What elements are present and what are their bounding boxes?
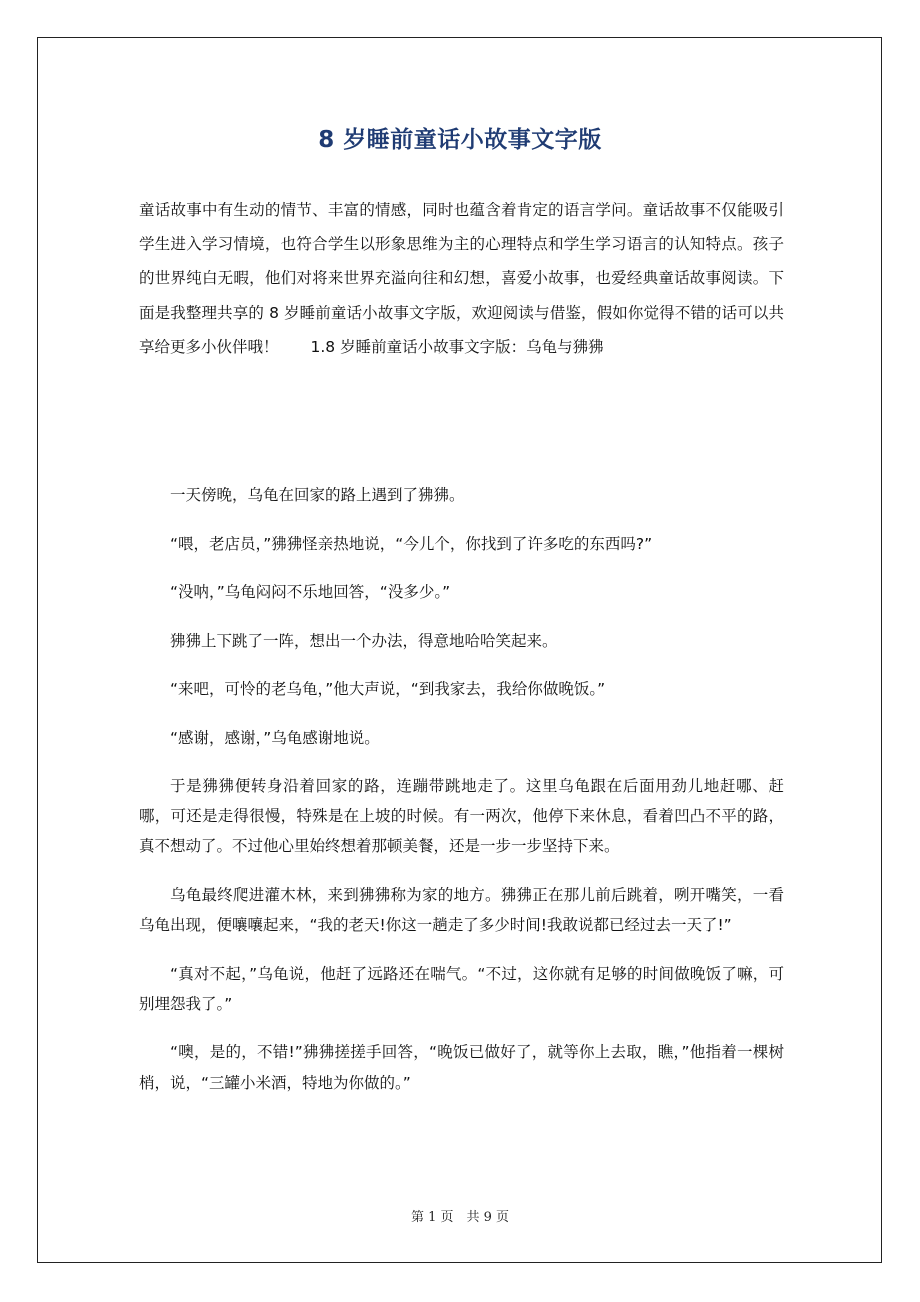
story-paragraph: “来吧，可怜的老乌龟，”他大声说，“到我家去，我给你做晚饭。” <box>170 680 606 698</box>
story-paragraph: 一天傍晚，乌龟在回家的路上遇到了狒狒。 <box>170 486 465 504</box>
story-paragraph: “真对不起，”乌龟说，他赶了远路还在喘气。“不过，这你就有足够的时间做晚饭了嘛，可别埋怨我了。” <box>139 964 784 1013</box>
story-paragraph: “喂，老店员，”狒狒怪亲热地说，“今儿个，你找到了许多吃的东西吗?” <box>170 534 653 553</box>
story-paragraph: 于是狒狒便转身沿着回家的路，连蹦带跳地走了。这里乌龟跟在后面用劲儿地赶哪、赶哪，可还是走得很慢，特殊是在上坡的时候。有一两次，他停下来休息，看着凹凸不平的路，真不想动了。不过他心里始终想着那顿美餐，还是一步一步坚持下来。 <box>139 777 784 856</box>
story-paragraph: “没呐，”乌龟闷闷不乐地回答，“没多少。” <box>170 583 451 601</box>
intro-paragraph <box>139 193 784 364</box>
intro-text: 童话故事中有生动的情节、丰富的情感，同时也蕴含着肯定的语言学问。童话故事不仅能吸引学生进入学习情境，也符合学生以形象思维为主的心理特点和学生学习语言的认知特点。孩子的世界纯白无暇，他们对将来世界充溢向往和幻想，喜爱小故事，也爱经典童话故事阅读。下面是我整理共享的 8 岁睡前童话小故事文字版，欢迎阅读与借鉴，假如你觉得不错的话可以共享给更多小伙伴哦！ <box>139 201 784 356</box>
story-body <box>139 480 784 1116</box>
section-heading: 1.8 岁睡前童话小故事文字版：乌龟与狒狒 <box>310 337 604 356</box>
story-paragraph: “噢，是的，不错!”狒狒搓搓手回答，“晚饭已做好了，就等你上去取，瞧，”他指着一棵树梢，说，“三罐小米酒，特地为你做的。” <box>139 1043 784 1092</box>
page-indicator: 第 1 页 共 9 页 <box>410 1210 510 1225</box>
document-title: 8 岁睡前童话小故事文字版 <box>318 127 602 153</box>
story-paragraph: 乌龟最终爬进灌木林，来到狒狒称为家的地方。狒狒正在那儿前后跳着，咧开嘴笑，一看乌龟出现，便嚷嚷起来，“我的老天!你这一趟走了多少时间!我敢说都已经过去一天了!” <box>139 885 784 935</box>
story-paragraph: 狒狒上下跳了一阵，想出一个办法，得意地哈哈笑起来。 <box>170 631 558 650</box>
story-paragraph: “感谢，感谢，”乌龟感谢地说。 <box>170 728 380 747</box>
